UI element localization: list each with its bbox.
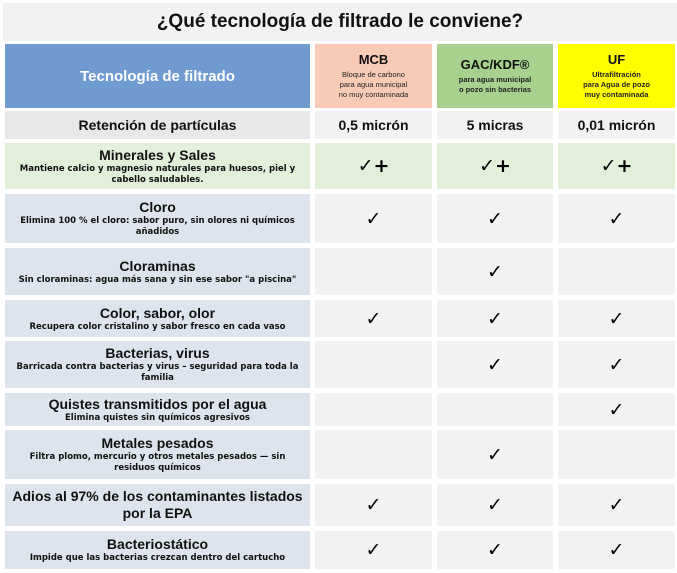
cell-uf (558, 143, 675, 189)
check-icon: ✓ (608, 539, 625, 561)
row-description: Sin cloraminas: agua más sana y sin ese sabor "a piscina" (18, 274, 297, 285)
cell-uf (558, 194, 675, 243)
page-title: ¿Qué tecnología de filtrado le conviene? (3, 3, 677, 41)
cell-gac (437, 248, 553, 295)
check-icon: ✓ (487, 494, 503, 516)
cell-mcb (315, 111, 432, 139)
header-mcb (315, 44, 432, 108)
check-icon: ✓ (487, 307, 503, 330)
cell-uf (558, 393, 675, 426)
cell-value: 0,5 micrón (338, 117, 409, 133)
header-mcb-sub-1: Bloque de carbono (342, 70, 405, 79)
check-icon: ✓ (608, 494, 625, 516)
cell-mcb (315, 531, 432, 569)
check-icon: ✓ (487, 443, 503, 466)
cell-mcb (315, 248, 432, 295)
header-mcb-sub-3: no muy contaminada (338, 90, 409, 99)
check-icon: ✓ (365, 307, 382, 330)
row-title: Adios al 97% de los contaminantes listados por la EPA (12, 488, 303, 521)
row-title: Quistes transmitidos por el agua (48, 395, 267, 412)
cell-uf (558, 531, 675, 569)
row-description: Elimina quistes sin químicos agresivos (65, 412, 250, 423)
row-label (5, 143, 310, 189)
check-icon: ✓ (608, 353, 625, 376)
row-label (5, 194, 310, 243)
header-mcb-sub-2: para agua municipal (339, 80, 408, 89)
row-description: Elimina 100 % el cloro: sabor puro, sin olores ni químicos añadidos (20, 216, 295, 237)
cell-uf (558, 341, 675, 388)
header-uf-sub-1: Ultrafiltración (592, 70, 641, 79)
row-label (5, 300, 310, 337)
cell-gac (437, 143, 553, 189)
row-title: Cloro (139, 199, 176, 215)
row-title: Minerales y Sales (99, 146, 216, 163)
header-uf-sub-3: muy contaminada (584, 90, 649, 99)
cell-uf (558, 300, 675, 337)
cell-gac (437, 341, 553, 388)
row-label (5, 393, 310, 426)
row-label (5, 341, 310, 388)
row-label (5, 248, 310, 295)
check-plus-icon: ✓+ (357, 155, 390, 177)
table-row (0, 143, 677, 189)
cell-gac (437, 300, 553, 337)
row-description: Mantiene calcio y magnesio naturales para huesos, piel y cabello saludables. (19, 163, 296, 185)
row-title: Cloraminas (119, 257, 196, 274)
row-title: Bacterias, virus (105, 345, 210, 361)
cell-gac (437, 531, 553, 569)
check-icon: ✓ (608, 207, 625, 230)
row-description: Filtra plomo, mercurio y otros metales pesados — sin residuos químicos (29, 452, 286, 473)
cell-gac (437, 111, 553, 139)
cell-uf (558, 484, 675, 526)
check-icon: ✓ (487, 353, 503, 376)
cell-mcb (315, 341, 432, 388)
table-row (0, 341, 677, 388)
cell-mcb (315, 194, 432, 243)
header-gac (437, 44, 553, 108)
cell-gac (437, 393, 553, 426)
table-row (0, 393, 677, 426)
header-technology (5, 44, 310, 108)
row-label (5, 484, 310, 526)
table-row (0, 430, 677, 479)
check-icon: ✓ (487, 260, 503, 283)
header-uf-sub-2: para Agua de pozo (583, 80, 650, 89)
row-description: Impide que las bacterias crezcan dentro del cartucho (29, 553, 286, 563)
table-row (0, 194, 677, 243)
cell-value: 5 micras (466, 117, 524, 133)
check-icon: ✓ (487, 207, 503, 230)
header-technology-label: Tecnología de filtrado (80, 67, 235, 85)
cell-uf (558, 111, 675, 139)
row-label (5, 531, 310, 569)
check-icon: ✓ (608, 307, 625, 330)
table-row (0, 484, 677, 526)
cell-gac (437, 194, 553, 243)
header-gac-sub-2: o pozo sin bacterias (458, 85, 532, 94)
header-gac-sub-1: para agua municipal (458, 75, 532, 84)
row-description: Barricada contra bacterias y virus – seguridad para toda la familia (16, 362, 299, 383)
header-uf (558, 44, 675, 108)
check-icon: ✓ (487, 539, 503, 561)
cell-mcb (315, 430, 432, 479)
table-row (0, 531, 677, 569)
row-description: Recupera color cristalino y sabor fresco en cada vaso (29, 321, 286, 332)
row-label (5, 430, 310, 479)
header-mcb-name: MCB (358, 52, 389, 67)
cell-value: 0,01 micrón (577, 117, 656, 133)
header-uf-name: UF (607, 52, 626, 67)
cell-mcb (315, 300, 432, 337)
row-title: Color, sabor, olor (99, 304, 216, 321)
row-title: Metales pesados (101, 435, 214, 451)
cell-gac (437, 484, 553, 526)
cell-gac (437, 430, 553, 479)
check-icon: ✓ (365, 494, 382, 516)
table-row (0, 111, 677, 139)
check-plus-icon: ✓+ (479, 155, 511, 177)
table-row (0, 300, 677, 337)
row-title: Bacteriostático (106, 536, 209, 552)
check-plus-icon: ✓+ (600, 155, 633, 177)
row-label (5, 111, 310, 139)
cell-mcb (315, 143, 432, 189)
cell-mcb (315, 484, 432, 526)
check-icon: ✓ (365, 539, 382, 561)
check-icon: ✓ (365, 207, 382, 230)
cell-uf (558, 248, 675, 295)
row-title: Retención de partículas (78, 116, 237, 133)
cell-mcb (315, 393, 432, 426)
table-row (0, 248, 677, 295)
check-icon: ✓ (608, 398, 625, 421)
header-gac-name: GAC/KDF® (460, 57, 530, 72)
cell-uf (558, 430, 675, 479)
